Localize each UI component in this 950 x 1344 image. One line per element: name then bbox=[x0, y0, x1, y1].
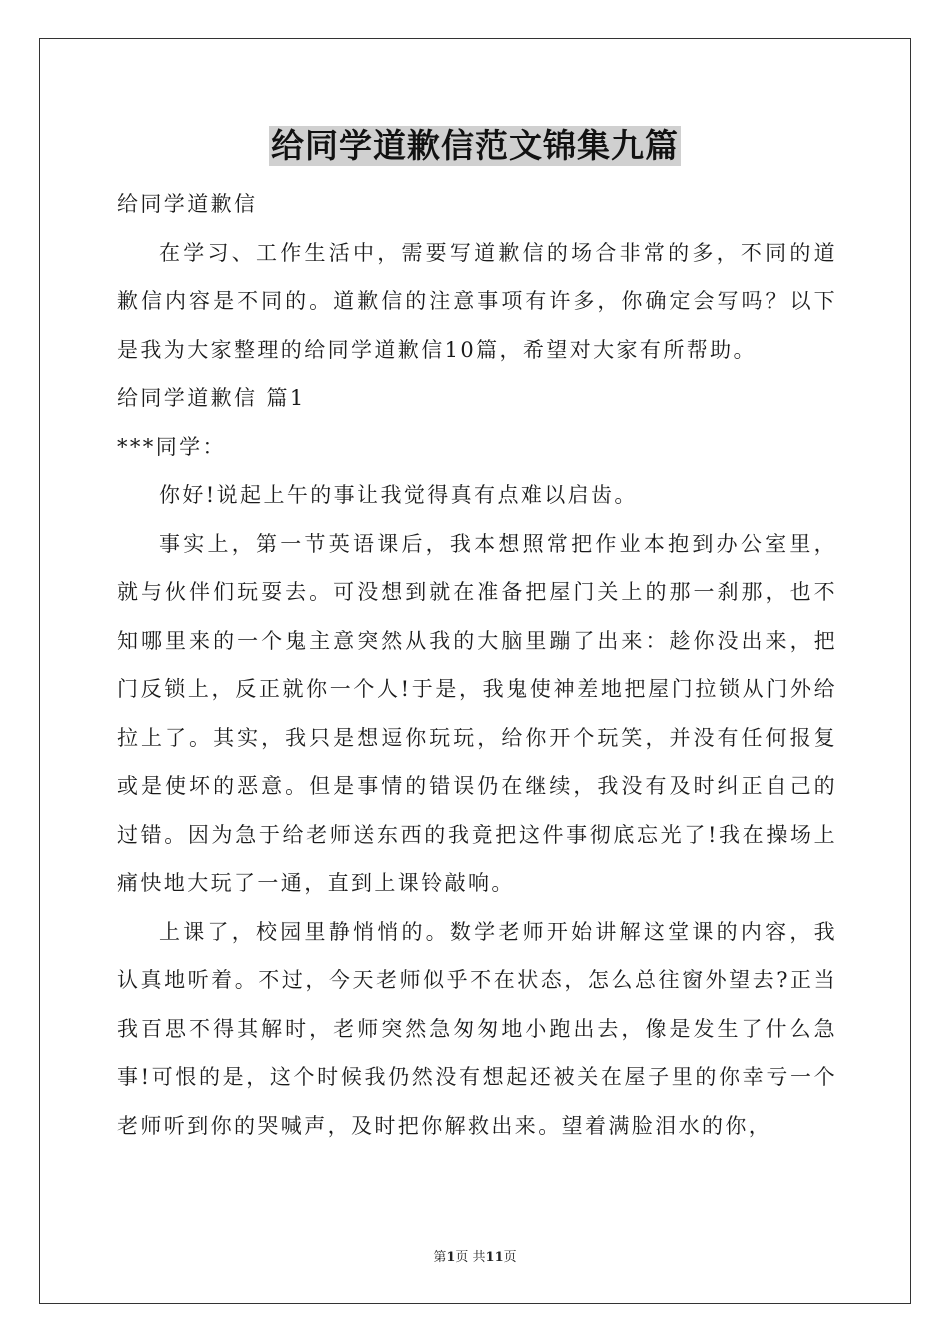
paragraph: 你好!说起上午的事让我觉得真有点难以启齿。 bbox=[159, 483, 638, 507]
footer-current-page: 1 bbox=[446, 1250, 456, 1265]
paragraph: 给同学道歉信 bbox=[117, 192, 258, 216]
footer-prefix: 第 bbox=[433, 1250, 447, 1265]
paragraph: 在学习、工作生活中，需要写道歉信的场合非常的多，不同的道歉信内容是不同的。道歉信的注意事项有许多，你确定会写吗？以下是我为大家整理的给同学道歉信10篇，希望对大家有所帮助。 bbox=[117, 240, 837, 362]
document-title: 给同学道歉信范文锦集九篇 bbox=[271, 126, 679, 165]
document-body bbox=[117, 180, 837, 1150]
footer-total-pages: 11 bbox=[485, 1250, 504, 1265]
title-wrap bbox=[0, 126, 950, 166]
paragraph: ***同学： bbox=[117, 434, 226, 459]
paragraph: 上课了，校园里静悄悄的。数学老师开始讲解这堂课的内容，我认真地听着。不过，今天老师似乎不在状态，怎么总往窗外望去?正当我百思不得其解时，老师突然急匆匆地小跑出去，像是发生了什么急事!可恨的是，这个时候我仍然没有想起还被关在屋子里的你幸亏一个老师听到你的哭喊声，及时把你解救出来。望着满脸泪水的你， bbox=[117, 919, 837, 1138]
footer-mid: 页 共 bbox=[455, 1250, 486, 1265]
paragraph: 事实上，第一节英语课后，我本想照常把作业本抱到办公室里，就与伙伴们玩耍去。可没想到就在准备把屋门关上的那一刹那，也不知哪里来的一个鬼主意突然从我的大脑里蹦了出来：趁你没出来，把门反锁上，反正就你一个人!于是，我鬼使神差地把屋门拉锁从门外给拉上了。其实，我只是想逗你玩玩，给你开个玩笑，并没有任何报复或是使坏的恶意。但是事情的错误仍在继续，我没有及时纠正自己的过错。因为急于给老师送东西的我竟把这件事彻底忘光了!我在操场上痛快地大玩了一通，直到上课铃敲响。 bbox=[117, 531, 837, 895]
page-footer bbox=[0, 1246, 950, 1265]
paragraph: 给同学道歉信 篇1 bbox=[117, 386, 306, 410]
footer-suffix: 页 bbox=[503, 1250, 517, 1265]
